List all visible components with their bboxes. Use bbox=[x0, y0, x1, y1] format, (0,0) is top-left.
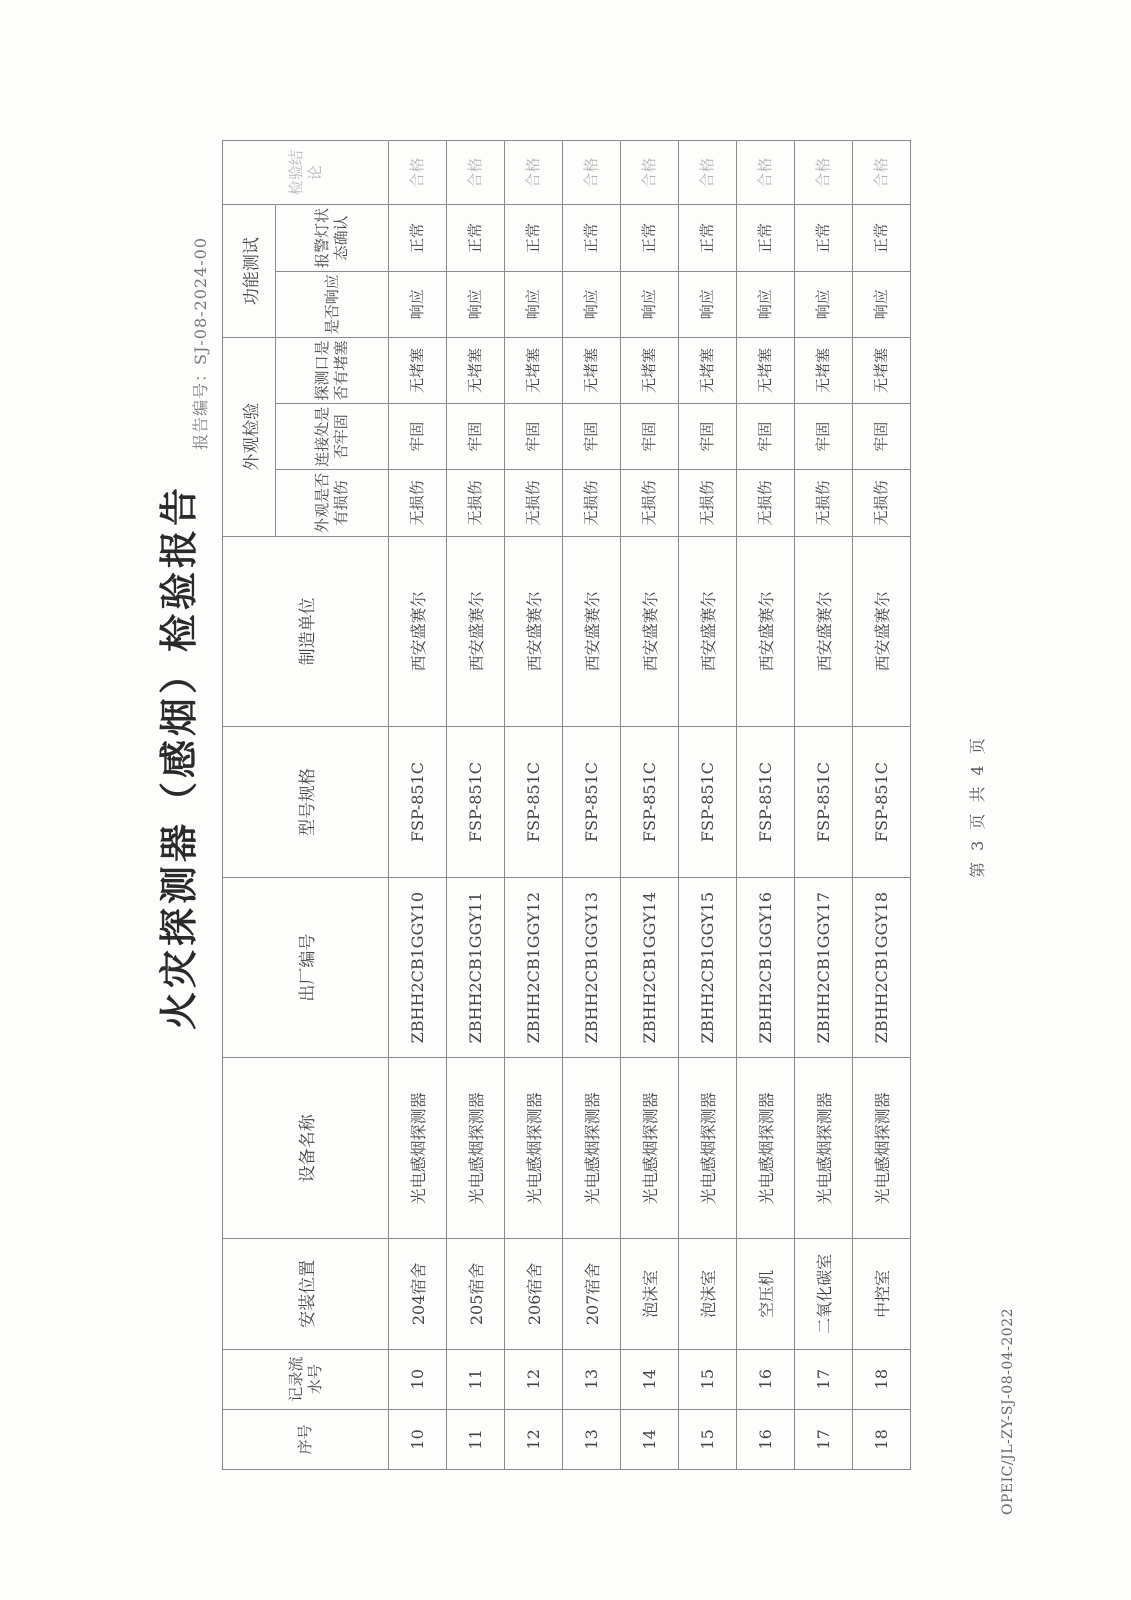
cell-record-no: 14 bbox=[621, 1349, 679, 1409]
cell-conclusion: 合格 bbox=[737, 141, 795, 205]
cell-factory-no: ZBHH2CB1GGY12 bbox=[505, 877, 563, 1058]
cell-manufacturer: 西安盛赛尔 bbox=[563, 536, 621, 727]
cell-fn-respond: 响应 bbox=[795, 271, 853, 337]
cell-app-secure: 牢固 bbox=[447, 404, 505, 470]
cell-factory-no: ZBHH2CB1GGY13 bbox=[563, 877, 621, 1058]
cell-model: FSP-851C bbox=[621, 727, 679, 878]
cell-seq: 17 bbox=[795, 1409, 853, 1469]
cell-manufacturer: 西安盛赛尔 bbox=[679, 536, 737, 727]
cell-location: 中控室 bbox=[853, 1239, 911, 1349]
cell-app-secure: 牢固 bbox=[389, 404, 447, 470]
cell-device-name: 光电感烟探测器 bbox=[505, 1058, 563, 1239]
cell-conclusion: 合格 bbox=[447, 141, 505, 205]
cell-seq: 15 bbox=[679, 1409, 737, 1469]
header-manufacturer: 制造单位 bbox=[223, 536, 389, 727]
cell-app-damage: 无损伤 bbox=[389, 470, 447, 536]
header-seq: 序号 bbox=[223, 1409, 389, 1469]
cell-seq: 13 bbox=[563, 1409, 621, 1469]
cell-manufacturer: 西安盛赛尔 bbox=[621, 536, 679, 727]
cell-fn-alarm: 正常 bbox=[389, 205, 447, 271]
cell-fn-respond: 响应 bbox=[563, 271, 621, 337]
cell-app-block: 无堵塞 bbox=[621, 337, 679, 403]
cell-conclusion: 合格 bbox=[621, 141, 679, 205]
header-device-name: 设备名称 bbox=[223, 1058, 389, 1239]
table-row bbox=[447, 141, 505, 1470]
cell-conclusion: 合格 bbox=[505, 141, 563, 205]
cell-conclusion: 合格 bbox=[853, 141, 911, 205]
cell-model: FSP-851C bbox=[447, 727, 505, 878]
cell-record-no: 12 bbox=[505, 1349, 563, 1409]
table-row bbox=[563, 141, 621, 1470]
table-body bbox=[389, 141, 911, 1470]
cell-manufacturer: 西安盛赛尔 bbox=[447, 536, 505, 727]
cell-fn-alarm: 正常 bbox=[563, 205, 621, 271]
cell-fn-alarm: 正常 bbox=[447, 205, 505, 271]
cell-record-no: 16 bbox=[737, 1349, 795, 1409]
cell-app-secure: 牢固 bbox=[563, 404, 621, 470]
cell-app-secure: 牢固 bbox=[795, 404, 853, 470]
cell-seq: 12 bbox=[505, 1409, 563, 1469]
table-row bbox=[679, 141, 737, 1470]
header-factory-no: 出厂编号 bbox=[223, 877, 389, 1058]
cell-app-damage: 无损伤 bbox=[621, 470, 679, 536]
page-title: 火灾探测器（感烟）检验报告 bbox=[156, 483, 201, 1030]
cell-fn-respond: 响应 bbox=[621, 271, 679, 337]
cell-location: 泡沫室 bbox=[621, 1239, 679, 1349]
cell-manufacturer: 西安盛赛尔 bbox=[389, 536, 447, 727]
cell-fn-respond: 响应 bbox=[389, 271, 447, 337]
cell-record-no: 10 bbox=[389, 1349, 447, 1409]
cell-app-damage: 无损伤 bbox=[795, 470, 853, 536]
table-row bbox=[505, 141, 563, 1470]
cell-app-damage: 无损伤 bbox=[853, 470, 911, 536]
cell-app-secure: 牢固 bbox=[505, 404, 563, 470]
header-app-secure: 连接处是否牢固 bbox=[276, 404, 389, 470]
cell-factory-no: ZBHH2CB1GGY18 bbox=[853, 877, 911, 1058]
table-row bbox=[853, 141, 911, 1470]
cell-location: 空压机 bbox=[737, 1239, 795, 1349]
header-fn-respond: 是否响应 bbox=[276, 271, 389, 337]
cell-model: FSP-851C bbox=[853, 727, 911, 878]
cell-record-no: 18 bbox=[853, 1349, 911, 1409]
cell-model: FSP-851C bbox=[795, 727, 853, 878]
cell-fn-respond: 响应 bbox=[853, 271, 911, 337]
cell-conclusion: 合格 bbox=[795, 141, 853, 205]
cell-conclusion: 合格 bbox=[679, 141, 737, 205]
cell-device-name: 光电感烟探测器 bbox=[621, 1058, 679, 1239]
cell-location: 二氧化碳室 bbox=[795, 1239, 853, 1349]
cell-app-secure: 牢固 bbox=[853, 404, 911, 470]
cell-manufacturer: 西安盛赛尔 bbox=[737, 536, 795, 727]
cell-seq: 14 bbox=[621, 1409, 679, 1469]
report-number: 报告编号：SJ-08-2024-00 bbox=[191, 236, 210, 450]
header-fn-alarm: 报警灯状态确认 bbox=[276, 205, 389, 271]
cell-app-secure: 牢固 bbox=[737, 404, 795, 470]
cell-fn-alarm: 正常 bbox=[737, 205, 795, 271]
cell-seq: 11 bbox=[447, 1409, 505, 1469]
cell-factory-no: ZBHH2CB1GGY15 bbox=[679, 877, 737, 1058]
cell-app-block: 无堵塞 bbox=[679, 337, 737, 403]
cell-app-secure: 牢固 bbox=[621, 404, 679, 470]
cell-factory-no: ZBHH2CB1GGY16 bbox=[737, 877, 795, 1058]
cell-manufacturer: 西安盛赛尔 bbox=[795, 536, 853, 727]
cell-app-damage: 无损伤 bbox=[679, 470, 737, 536]
cell-conclusion: 合格 bbox=[389, 141, 447, 205]
table-row bbox=[389, 141, 447, 1470]
cell-manufacturer: 西安盛赛尔 bbox=[505, 536, 563, 727]
cell-location: 206宿舍 bbox=[505, 1239, 563, 1349]
header-appearance-group: 外观检验 bbox=[223, 337, 276, 536]
page-number: 第 3 页 共 4 页 bbox=[968, 735, 987, 878]
cell-factory-no: ZBHH2CB1GGY14 bbox=[621, 877, 679, 1058]
cell-model: FSP-851C bbox=[505, 727, 563, 878]
cell-fn-respond: 响应 bbox=[679, 271, 737, 337]
cell-device-name: 光电感烟探测器 bbox=[447, 1058, 505, 1239]
cell-model: FSP-851C bbox=[679, 727, 737, 878]
cell-app-block: 无堵塞 bbox=[447, 337, 505, 403]
cell-fn-alarm: 正常 bbox=[505, 205, 563, 271]
cell-fn-alarm: 正常 bbox=[621, 205, 679, 271]
cell-device-name: 光电感烟探测器 bbox=[389, 1058, 447, 1239]
cell-fn-respond: 响应 bbox=[737, 271, 795, 337]
cell-app-secure: 牢固 bbox=[679, 404, 737, 470]
cell-device-name: 光电感烟探测器 bbox=[679, 1058, 737, 1239]
cell-device-name: 光电感烟探测器 bbox=[795, 1058, 853, 1239]
cell-record-no: 13 bbox=[563, 1349, 621, 1409]
cell-model: FSP-851C bbox=[737, 727, 795, 878]
cell-seq: 18 bbox=[853, 1409, 911, 1469]
cell-location: 204宿舍 bbox=[389, 1239, 447, 1349]
cell-fn-respond: 响应 bbox=[447, 271, 505, 337]
cell-location: 207宿舍 bbox=[563, 1239, 621, 1349]
cell-fn-alarm: 正常 bbox=[679, 205, 737, 271]
header-function-group: 功能测试 bbox=[223, 205, 276, 337]
cell-app-damage: 无损伤 bbox=[563, 470, 621, 536]
cell-factory-no: ZBHH2CB1GGY11 bbox=[447, 877, 505, 1058]
cell-record-no: 11 bbox=[447, 1349, 505, 1409]
cell-fn-respond: 响应 bbox=[505, 271, 563, 337]
cell-factory-no: ZBHH2CB1GGY10 bbox=[389, 877, 447, 1058]
cell-app-damage: 无损伤 bbox=[447, 470, 505, 536]
cell-fn-alarm: 正常 bbox=[853, 205, 911, 271]
cell-app-block: 无堵塞 bbox=[853, 337, 911, 403]
cell-fn-alarm: 正常 bbox=[795, 205, 853, 271]
cell-device-name: 光电感烟探测器 bbox=[737, 1058, 795, 1239]
table-row bbox=[621, 141, 679, 1470]
cell-device-name: 光电感烟探测器 bbox=[853, 1058, 911, 1239]
cell-location: 泡沫室 bbox=[679, 1239, 737, 1349]
cell-app-damage: 无损伤 bbox=[505, 470, 563, 536]
cell-app-damage: 无损伤 bbox=[737, 470, 795, 536]
cell-app-block: 无堵塞 bbox=[795, 337, 853, 403]
header-app-damage: 外观是否有损伤 bbox=[276, 470, 389, 536]
cell-seq: 10 bbox=[389, 1409, 447, 1469]
cell-factory-no: ZBHH2CB1GGY17 bbox=[795, 877, 853, 1058]
cell-app-block: 无堵塞 bbox=[737, 337, 795, 403]
cell-app-block: 无堵塞 bbox=[505, 337, 563, 403]
header-conclusion: 检验结论 bbox=[223, 141, 389, 205]
cell-location: 205宿舍 bbox=[447, 1239, 505, 1349]
table-row bbox=[795, 141, 853, 1470]
inspection-table bbox=[222, 140, 911, 1470]
cell-record-no: 17 bbox=[795, 1349, 853, 1409]
cell-manufacturer: 西安盛赛尔 bbox=[853, 536, 911, 727]
table-row bbox=[737, 141, 795, 1470]
cell-record-no: 15 bbox=[679, 1349, 737, 1409]
cell-app-block: 无堵塞 bbox=[389, 337, 447, 403]
header-app-block: 探测口是否有堵塞 bbox=[276, 337, 389, 403]
header-location: 安装位置 bbox=[223, 1239, 389, 1349]
header-model: 型号规格 bbox=[223, 727, 389, 878]
cell-model: FSP-851C bbox=[563, 727, 621, 878]
cell-conclusion: 合格 bbox=[563, 141, 621, 205]
cell-seq: 16 bbox=[737, 1409, 795, 1469]
cell-device-name: 光电感烟探测器 bbox=[563, 1058, 621, 1239]
cell-app-block: 无堵塞 bbox=[563, 337, 621, 403]
form-code: OPEIC/JL-ZY-SJ-08-04-2022 bbox=[1000, 1307, 1016, 1515]
header-record-no: 记录流水号 bbox=[223, 1349, 389, 1409]
cell-model: FSP-851C bbox=[389, 727, 447, 878]
